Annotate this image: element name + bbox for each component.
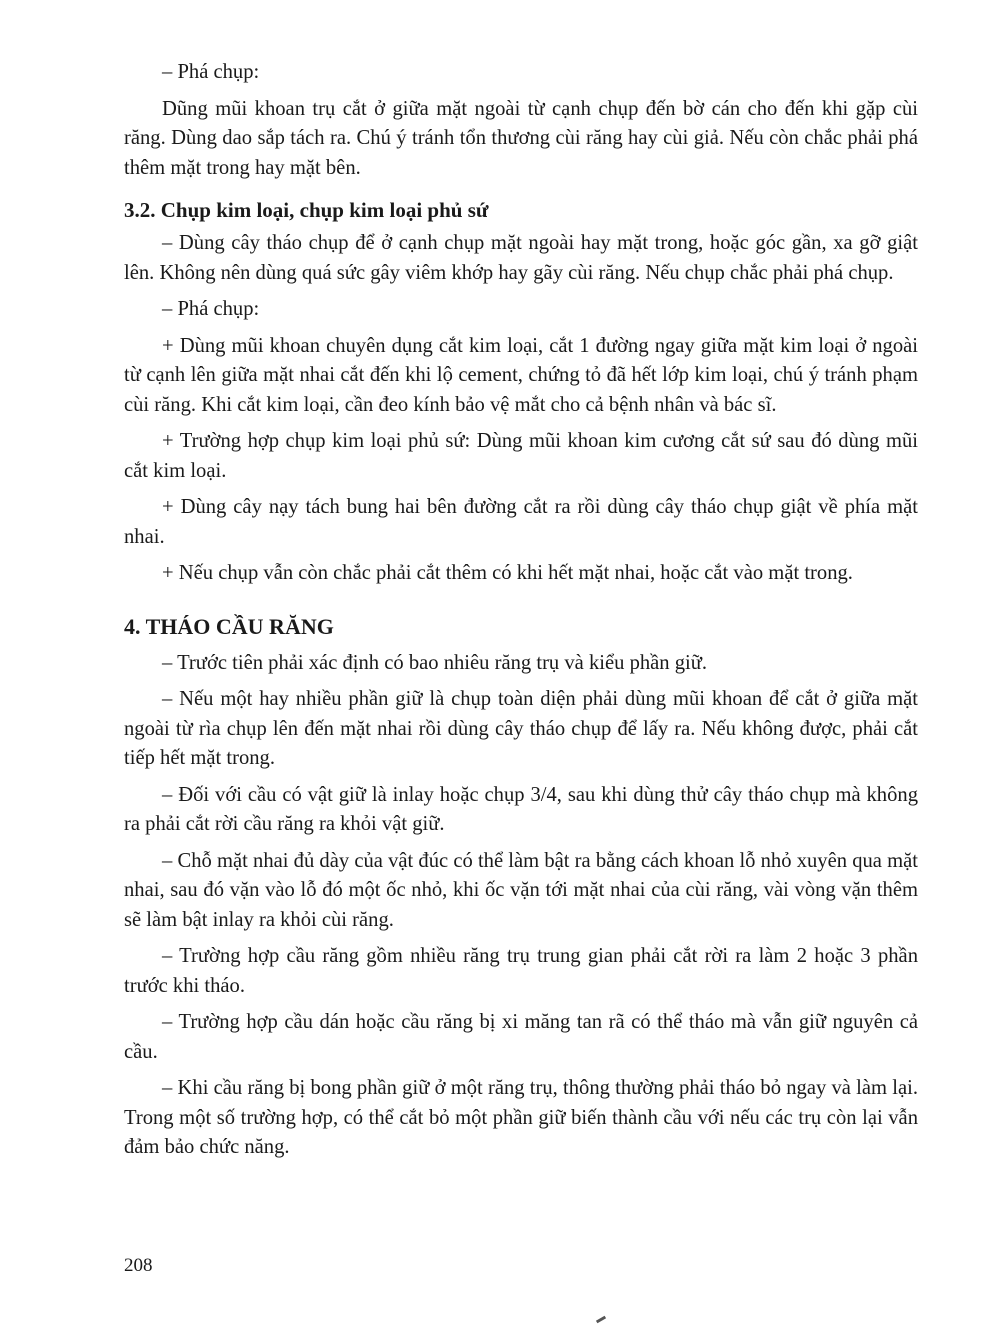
paragraph: – Chỗ mặt nhai đủ dày của vật đúc có thể làm bật ra bằng cách khoan lỗ nhỏ xuyên qua mặt nhai, sau đó vặn vào lỗ đó một ốc nhỏ, khi ốc vặn tới mặt nhai của cùi răng, vài vòng vặn thêm sẽ làm bật inlay ra khỏi cùi răng. bbox=[124, 849, 918, 931]
scan-mark bbox=[596, 1316, 606, 1324]
paragraph: – Khi cầu răng bị bong phần giữ ở một răng trụ, thông thường phải tháo bỏ ngay và làm lại. Trong một số trường hợp, có thể cắt bỏ một phần giữ biến thành cầu với nếu các trụ còn lại vẫn đảm bảo chức năng. bbox=[124, 1077, 918, 1158]
page-body bbox=[124, 58, 918, 1163]
paragraph: + Dùng cây nạy tách bung hai bên đường cắt ra rồi dùng cây tháo chụp giật về phía mặt nhai. bbox=[124, 496, 918, 548]
chapter-heading: 4. THÁO CẦU RĂNG bbox=[124, 613, 334, 639]
paragraph: Dũng mũi khoan trụ cắt ở giữa mặt ngoài từ cạnh chụp đến bờ cán cho đến khi gặp cùi răng. Dùng dao sắp tách ra. Chú ý tránh tổn thương cùi răng hay cùi giả. Nếu còn chắc phải phá thêm mặt trong hay mặt bên. bbox=[124, 97, 918, 179]
paragraph: + Dùng mũi khoan chuyên dụng cắt kim loại, cắt 1 đường ngay giữa mặt kim loại ở ngoài từ cạnh lên giữa mặt nhai cắt đến khi lộ cement, chứng tỏ đã hết lớp kim loại, chú ý tránh phạm cùi răng. Khi cắt kim loại, cần đeo kính bảo vệ mắt cho cả bệnh nhân và bác sĩ. bbox=[124, 334, 918, 416]
paragraph: – Trước tiên phải xác định có bao nhiêu răng trụ và kiểu phần giữ. bbox=[162, 651, 708, 674]
section-heading: 3.2. Chụp kim loại, chụp kim loại phủ sứ bbox=[124, 198, 489, 222]
page-number: 208 bbox=[124, 1255, 153, 1276]
paragraph: – Phá chụp: bbox=[162, 61, 260, 83]
paragraph: – Dùng cây tháo chụp để ở cạnh chụp mặt ngoài hay mặt trong, hoặc góc gần, xa gỡ giật lên. Không nên dùng quá sức gây viêm khớp hay gãy cùi răng. Nếu chụp chắc phải phá chụp. bbox=[124, 232, 918, 284]
paragraph: – Trường hợp cầu răng gồm nhiều răng trụ trung gian phải cắt rời ra làm 2 hoặc 3 phần trước khi tháo. bbox=[124, 945, 918, 997]
paragraph: – Phá chụp: bbox=[162, 298, 260, 320]
paragraph: – Nếu một hay nhiều phần giữ là chụp toàn diện phải dùng mũi khoan để cắt ở giữa mặt ngoài từ rìa chụp lên đến mặt nhai rồi dùng cây tháo chụp để lấy ra. Nếu không được, phải cắt tiếp hết mặt trong. bbox=[124, 688, 918, 769]
paragraph: – Đối với cầu có vật giữ là inlay hoặc chụp 3/4, sau khi dùng thử cây tháo chụp mà không ra phải cắt rời cầu răng ra khỏi vật giữ. bbox=[124, 783, 918, 835]
paragraph: + Nếu chụp vẫn còn chắc phải cắt thêm có khi hết mặt nhai, hoặc cắt vào mặt trong. bbox=[162, 562, 853, 584]
paragraph: – Trường hợp cầu dán hoặc cầu răng bị xi măng tan rã có thể tháo mà vẫn giữ nguyên cả cầu. bbox=[124, 1011, 918, 1063]
paragraph: + Trường hợp chụp kim loại phủ sứ: Dùng mũi khoan kim cương cắt sứ sau đó dùng mũi cắt kim loại. bbox=[124, 430, 918, 482]
